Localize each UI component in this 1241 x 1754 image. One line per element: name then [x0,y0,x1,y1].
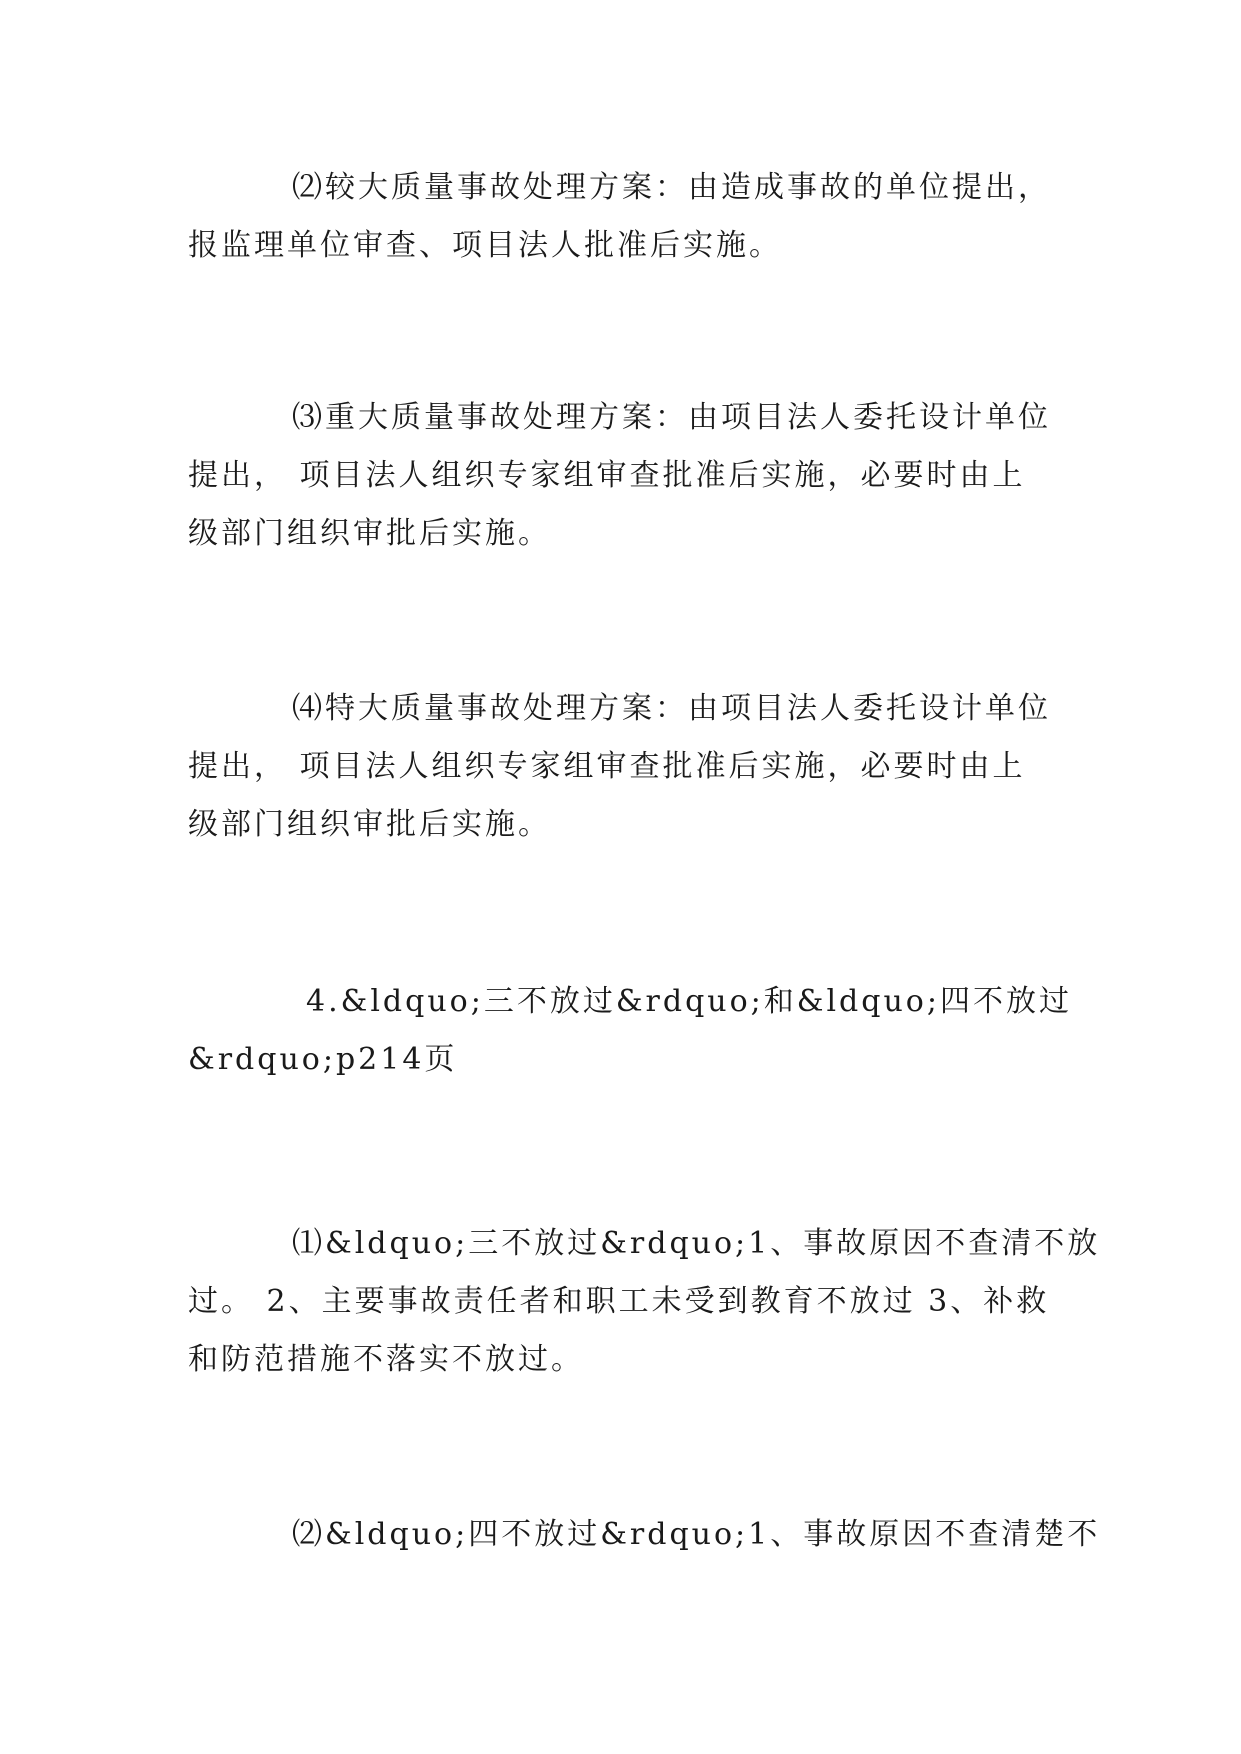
text-line: ⑵较大质量事故处理方案：由造成事故的单位提出， [292,170,1051,205]
text-line: ⑶重大质量事故处理方案：由项目法人委托设计单位 [292,400,1051,435]
text-line: 级部门组织审批后实施。 [188,807,551,842]
text-line: 4.&ldquo;三不放过&rdquo;和&ldquo;四不放过 [306,984,1072,1019]
text-line: 和防范措施不落实不放过。 [188,1342,584,1377]
paragraph-extraordinary-accident-plan [188,680,1051,854]
paragraph-three-not-let-go [188,1215,1101,1389]
section-heading-three-four-not-let-go [188,973,1072,1089]
text-line: 提出， 项目法人组织专家组审查批准后实施，必要时由上 [188,749,1026,784]
text-line: ⑷特大质量事故处理方案：由项目法人委托设计单位 [292,691,1051,726]
text-line: 过。 2、主要事故责任者和职工未受到教育不放过 3、补救 [188,1284,1050,1319]
text-line: 级部门组织审批后实施。 [188,516,551,551]
text-line: &rdquo;p214页 [188,1042,458,1077]
text-line: ⑴&ldquo;三不放过&rdquo;1、事故原因不查清不放 [292,1226,1101,1261]
text-line: ⑵&ldquo;四不放过&rdquo;1、事故原因不查清楚不 [292,1517,1101,1552]
text-line: 提出， 项目法人组织专家组审查批准后实施，必要时由上 [188,458,1026,493]
text-line: 报监理单位审查、项目法人批准后实施。 [188,228,782,263]
paragraph-major-accident-plan [188,159,1051,275]
paragraph-serious-accident-plan [188,389,1051,563]
paragraph-four-not-let-go [188,1506,1101,1564]
